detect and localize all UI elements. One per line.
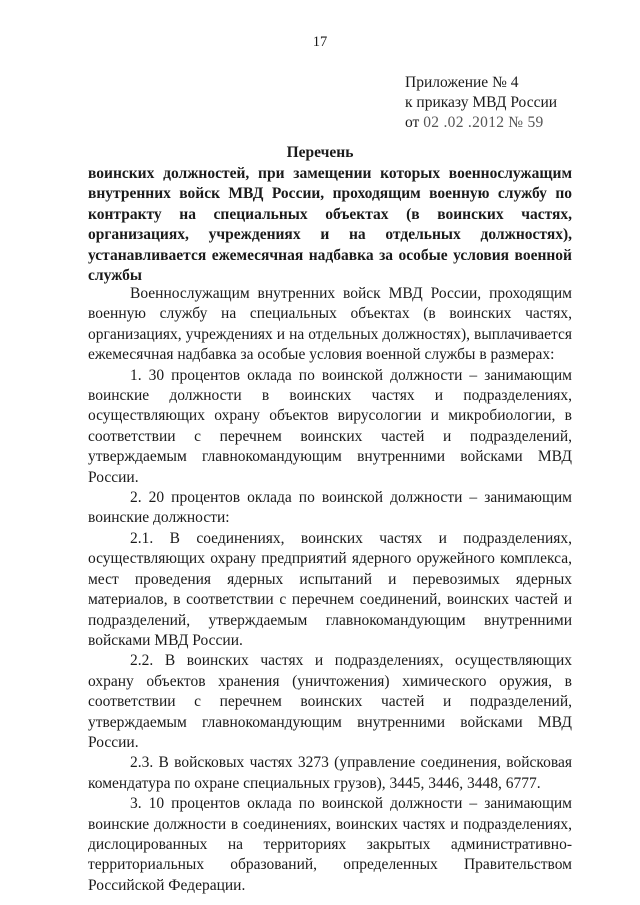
paragraph-item-2-3: 2.3. В войсковых частях 3273 (управление соединения, войсковая комендатура по охране специальных грузов), 3445, 3446, 3448, 6777. [88,754,572,792]
appendix-date-line [405,113,557,133]
appendix-date: 02 .02 .2012 [423,114,505,131]
appendix-header [405,73,557,133]
appendix-date-prefix: от [405,114,420,131]
paragraph-item-1: 1. 30 процентов оклада по воинской должности – занимающим воинские должности в воинских частях и подразделениях, осуществляющих охрану объектов вирусологии и микробиологии, в соответствии с перечнем воинских частей и подразделений, утверждаемым главнокомандующим внутренними войсками МВД России. [88,366,572,486]
paragraph-item-2-1: 2.1. В соединениях, воинских частях и подразделениях, осуществляющих охрану предприятий ядерного оружейного комплекса, мест проведения ядерных испытаний и перевозимых ядерных материалов, в соответствии с перечнем соединений, воинских частей и подразделений, утверждаемым главнокомандующим внутренними войсками МВД России. [88,529,572,649]
paragraph-item-3: 3. 10 процентов оклада по воинской должности – занимающим воинские должности в соединениях, воинских частях и подразделениях, дислоцированных на территориях закрытых административно-территориальных образований, определенных Правительством Российской Федерации. [88,795,572,894]
page-number: 17 [312,34,328,50]
appendix-order-reference: к приказу МВД России [405,94,558,111]
document-title: Перечень [286,144,354,161]
appendix-title: Приложение № 4 [405,74,519,91]
paragraph-item-2: 2. 20 процентов оклада по воинской должности – занимающим воинские должности: [88,489,572,527]
paragraph-item-2-2: 2.2. В воинских частях и подразделениях, осуществляющих охрану объектов хранения (уничтожения) химического оружия, в соответствии с перечнем воинских частей и подразделений, утверждаемым главнокомандующим внутренними войсками МВД России. [88,652,572,751]
document-subtitle: воинских должностей, при замещении которых военнослужащим внутренних войск МВД России, проходящим военную службу по контракту на специальных объектах (в воинских частях, организациях, учреждениях и на отдельных должностях), устанавливается ежемесячная надбавка за особые условия военной службы [88,165,572,285]
paragraph-intro: Военнослужащим внутренних войск МВД России, проходящим военную службу на специальных объектах (в воинских частях, организациях, учреждениях и на отдельных должностях), выплачивается ежемесячная надбавка за особые условия военной службы в размерах: [88,285,572,364]
document-body [88,284,572,896]
appendix-order-number: № 59 [508,114,544,131]
